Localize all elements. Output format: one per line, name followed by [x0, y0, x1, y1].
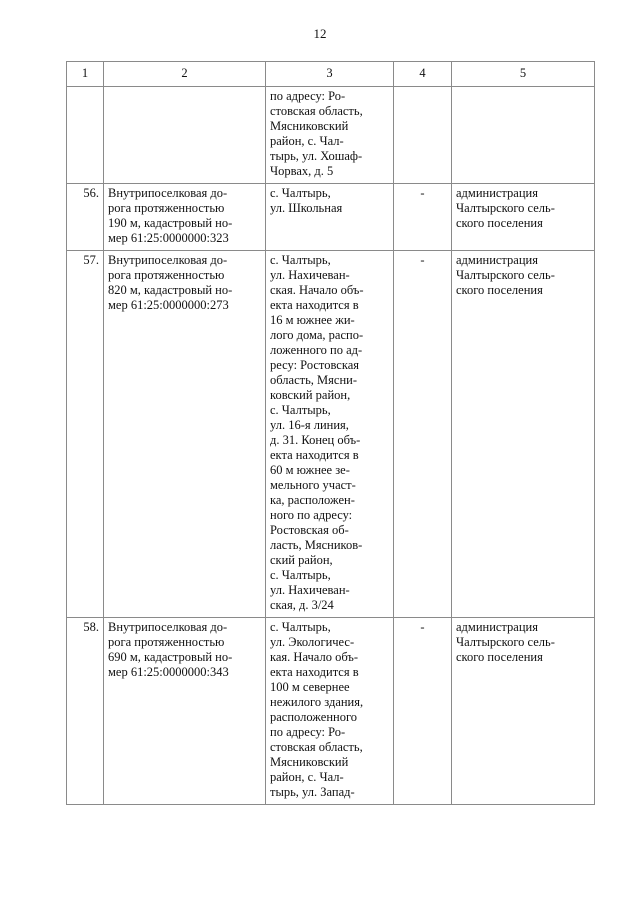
header-cell: 4 — [394, 62, 452, 87]
object-address-line: 60 м южнее зе- — [270, 463, 350, 477]
owner-line: ского поселения — [456, 283, 543, 297]
object-name — [104, 251, 266, 618]
object-address-line: стовская область, — [270, 104, 363, 118]
registry-table — [66, 61, 595, 805]
object-name-line: мер 61:25:0000000:273 — [108, 298, 229, 312]
object-address-line: тырь, ул. Запад- — [270, 785, 355, 799]
table-row — [67, 184, 595, 251]
object-address-line: расположенного — [270, 710, 358, 724]
object-address-line: ул. Экологичес- — [270, 635, 355, 649]
row-number — [67, 87, 104, 184]
owner — [452, 184, 595, 251]
object-address-line: екта находится в — [270, 665, 359, 679]
object-address-line: ул. Нахичеван- — [270, 268, 350, 282]
object-address-line: стовская область, — [270, 740, 363, 754]
page-number: 12 — [313, 26, 327, 41]
object-address-line: д. 31. Конец объ- — [270, 433, 361, 447]
object-name-line: мер 61:25:0000000:323 — [108, 231, 229, 245]
header-cell: 5 — [452, 62, 595, 87]
object-address-line: нежилого здания, — [270, 695, 364, 709]
object-name — [104, 87, 266, 184]
owner-line: администрация — [456, 620, 538, 634]
owner — [452, 87, 595, 184]
header-cell: 1 — [67, 62, 104, 87]
object-name-line: рога протяженностью — [108, 635, 225, 649]
object-address-line: ул. Нахичеван- — [270, 583, 350, 597]
table-row — [67, 87, 595, 184]
object-address-line: область, Мясни- — [270, 373, 357, 387]
column-4-value: - — [394, 184, 452, 251]
object-address-line: ного по адресу: — [270, 508, 353, 522]
owner-line: ского поселения — [456, 216, 543, 230]
object-address-line: 16 м южнее жи- — [270, 313, 355, 327]
owner-line: Чалтырского сель- — [456, 201, 555, 215]
owner-line: Чалтырского сель- — [456, 268, 555, 282]
object-address-line: Мясниковский — [270, 119, 349, 133]
object-address-line: лого дома, распо- — [270, 328, 364, 342]
object-address-line: ласть, Мясников- — [270, 538, 363, 552]
object-address — [266, 87, 394, 184]
object-address-line: ский район, — [270, 553, 333, 567]
object-address-line: мельного участ- — [270, 478, 356, 492]
column-4-value — [394, 87, 452, 184]
object-name-line: 820 м, кадастровый но- — [108, 283, 233, 297]
object-address-line: ская. Начало объ- — [270, 283, 364, 297]
owner-line: ского поселения — [456, 650, 543, 664]
object-address-line: район, с. Чал- — [270, 770, 344, 784]
object-address-line: ресу: Ростовская — [270, 358, 360, 372]
object-name-line: Внутрипоселковая до- — [108, 253, 228, 267]
object-address-line: Мясниковский — [270, 755, 349, 769]
object-address-line: ул. Школьная — [270, 201, 343, 215]
object-address — [266, 251, 394, 618]
object-address-line: екта находится в — [270, 298, 359, 312]
object-name-line: 190 м, кадастровый но- — [108, 216, 233, 230]
owner-line: администрация — [456, 186, 538, 200]
object-address-line: екта находится в — [270, 448, 359, 462]
object-address-line: с. Чалтырь, — [270, 253, 331, 267]
object-name-line: мер 61:25:0000000:343 — [108, 665, 229, 679]
owner-line: Чалтырского сель- — [456, 635, 555, 649]
object-address-line: 100 м севернее — [270, 680, 350, 694]
object-address-line: Чорвах, д. 5 — [270, 164, 334, 178]
object-address-line: ская, д. 3/24 — [270, 598, 334, 612]
column-4-value: - — [394, 618, 452, 805]
object-address — [266, 184, 394, 251]
object-name — [104, 184, 266, 251]
object-address-line: ул. 16-я линия, — [270, 418, 349, 432]
object-address-line: ковский район, — [270, 388, 351, 402]
row-number: 57. — [67, 251, 104, 618]
object-address-line: кая. Начало объ- — [270, 650, 358, 664]
header-cell: 3 — [266, 62, 394, 87]
object-name-line: Внутрипоселковая до- — [108, 186, 228, 200]
object-address-line: с. Чалтырь, — [270, 620, 331, 634]
object-address-line: по адресу: Ро- — [270, 89, 346, 103]
object-address-line: по адресу: Ро- — [270, 725, 346, 739]
header-row — [67, 62, 595, 87]
object-name-line: Внутрипоселковая до- — [108, 620, 228, 634]
table-row — [67, 251, 595, 618]
object-name-line: рога протяженностью — [108, 268, 225, 282]
object-name — [104, 618, 266, 805]
row-number: 56. — [67, 184, 104, 251]
object-name-line: 690 м, кадастровый но- — [108, 650, 233, 664]
object-address — [266, 618, 394, 805]
object-address-line: Ростовская об- — [270, 523, 349, 537]
owner — [452, 618, 595, 805]
owner — [452, 251, 595, 618]
object-address-line: с. Чалтырь, — [270, 186, 331, 200]
header-cell: 2 — [104, 62, 266, 87]
object-address-line: ка, расположен- — [270, 493, 355, 507]
owner-line: администрация — [456, 253, 538, 267]
object-address-line: район, с. Чал- — [270, 134, 344, 148]
table-row — [67, 618, 595, 805]
column-4-value: - — [394, 251, 452, 618]
row-number: 58. — [67, 618, 104, 805]
object-address-line: с. Чалтырь, — [270, 568, 331, 582]
object-address-line: с. Чалтырь, — [270, 403, 331, 417]
object-name-line: рога протяженностью — [108, 201, 225, 215]
object-address-line: тырь, ул. Хошаф- — [270, 149, 363, 163]
object-address-line: ложенного по ад- — [270, 343, 363, 357]
